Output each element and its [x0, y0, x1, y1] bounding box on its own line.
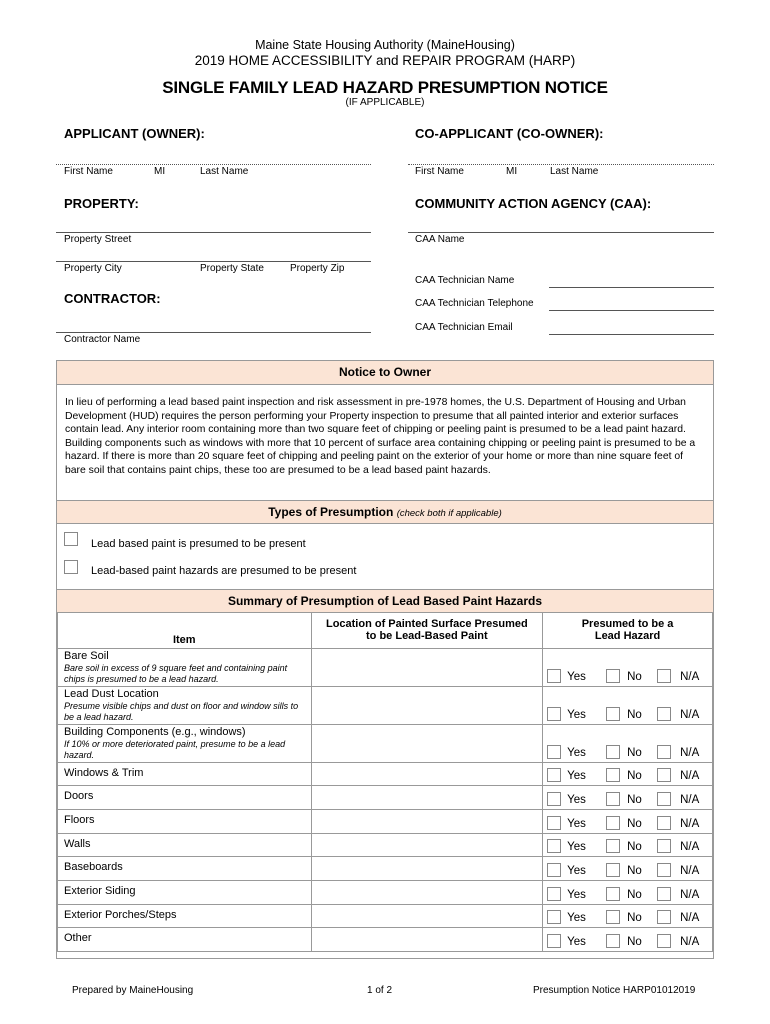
summary-item-title: Exterior Siding: [64, 885, 136, 897]
summary-header-row: [58, 613, 713, 649]
presume-paint-checkbox[interactable]: [64, 532, 78, 546]
summary-item-title: Windows & Trim: [64, 767, 144, 779]
coapplicant-mi-label: MI: [506, 166, 518, 177]
no-label: No: [627, 770, 642, 782]
yes-checkbox[interactable]: [547, 816, 561, 830]
yes-checkbox[interactable]: [547, 745, 561, 759]
applicant-mi-label: MI: [154, 166, 166, 177]
no-label: No: [627, 818, 642, 830]
summary-item-title: Lead Dust Location: [64, 688, 159, 700]
na-checkbox[interactable]: [657, 887, 671, 901]
presume-hazards-checkbox[interactable]: [64, 560, 78, 574]
summary-location-input[interactable]: [311, 649, 543, 687]
property-street-label: Property Street: [64, 234, 132, 245]
yes-label: Yes: [567, 747, 586, 759]
summary-item-cell: [58, 786, 312, 810]
summary-presumed-cell: [543, 928, 713, 952]
summary-item-cell: [58, 810, 312, 834]
no-checkbox[interactable]: [606, 669, 620, 683]
summary-presumed-cell: [543, 810, 713, 834]
yes-checkbox[interactable]: [547, 934, 561, 948]
applicant-name-line[interactable]: [56, 164, 371, 165]
no-checkbox[interactable]: [606, 768, 620, 782]
summary-location-input[interactable]: [311, 928, 543, 952]
summary-row: [58, 725, 713, 763]
summary-presumed-cell: [543, 857, 713, 881]
yes-checkbox[interactable]: [547, 707, 561, 721]
na-checkbox[interactable]: [657, 910, 671, 924]
summary-item-cell: [58, 725, 312, 763]
summary-presumed-cell: [543, 725, 713, 763]
no-checkbox[interactable]: [606, 745, 620, 759]
no-checkbox[interactable]: [606, 707, 620, 721]
na-label: N/A: [680, 747, 700, 759]
applicant-first-name-label: First Name: [64, 166, 113, 177]
summary-presumed-cell: [543, 687, 713, 725]
yes-label: Yes: [567, 936, 586, 948]
na-checkbox[interactable]: [657, 792, 671, 806]
na-checkbox[interactable]: [657, 816, 671, 830]
caa-name-line[interactable]: [408, 232, 714, 233]
no-label: No: [627, 865, 642, 877]
summary-item-description: If 10% or more deteriorated paint, presume to be a lead hazard.: [64, 739, 286, 760]
property-heading: PROPERTY:: [64, 196, 139, 211]
yes-label: Yes: [567, 671, 586, 683]
no-label: No: [627, 841, 642, 853]
summary-item-cell: [58, 905, 312, 928]
no-label: No: [627, 671, 642, 683]
summary-location-input[interactable]: [311, 810, 543, 834]
summary-location-input[interactable]: [311, 763, 543, 786]
yes-label: Yes: [567, 709, 586, 721]
summary-presumed-cell: [543, 905, 713, 928]
yes-label: Yes: [567, 889, 586, 901]
na-label: N/A: [680, 912, 700, 924]
caa-name-label: CAA Name: [415, 234, 465, 245]
caa-tech-name-line[interactable]: [549, 287, 714, 288]
na-label: N/A: [680, 794, 700, 806]
na-checkbox[interactable]: [657, 669, 671, 683]
summary-item-title: Building Components (e.g., windows): [64, 726, 246, 738]
no-checkbox[interactable]: [606, 934, 620, 948]
na-label: N/A: [680, 889, 700, 901]
caa-tech-phone-label: CAA Technician Telephone: [415, 298, 534, 309]
na-label: N/A: [680, 709, 700, 721]
yes-label: Yes: [567, 841, 586, 853]
no-label: No: [627, 709, 642, 721]
yes-label: Yes: [567, 912, 586, 924]
no-label: No: [627, 747, 642, 759]
yes-checkbox[interactable]: [547, 839, 561, 853]
yes-label: Yes: [567, 770, 586, 782]
summary-item-description: Presume visible chips and dust on floor and window sills to be a lead hazard.: [64, 701, 299, 722]
notice-text: In lieu of performing a lead based paint inspection and risk assessment in pre-1978 homes, the U.S. Department of Housing and Urban Development (HUD) requires the person performing your Property inspection to presume that all painted interior and exterior surfaces contain lead. Any interior room containing more than two square feet of chipping or peeling paint is presumed to be a lead paint hazard. Building components such as windows with more that 10 percent of surface area containing chipping or peeling paint is presumed to be a hazard. If there is more than 20 square feet of chipping and peeling paint on the exterior of your home or more than nine square feet of bare soil that contains paint chips, these too are presumed to be a lead based paint hazards.: [65, 397, 696, 476]
summary-item-title: Bare Soil: [64, 650, 109, 662]
program-name: 2019 HOME ACCESSIBILITY and REPAIR PROGRAM (HARP): [194, 53, 576, 68]
col-presumed-header: Presumed to be a Lead Hazard: [543, 613, 713, 649]
summary-row: [58, 649, 713, 687]
presume-hazards-label: Lead-based paint hazards are presumed to be present: [91, 565, 357, 577]
caa-tech-name-label: CAA Technician Name: [415, 275, 515, 286]
summary-table: [57, 612, 713, 952]
no-checkbox[interactable]: [606, 910, 620, 924]
na-label: N/A: [680, 770, 700, 782]
na-checkbox[interactable]: [657, 768, 671, 782]
summary-row: [58, 834, 713, 857]
no-checkbox[interactable]: [606, 792, 620, 806]
na-checkbox[interactable]: [657, 745, 671, 759]
no-label: No: [627, 912, 642, 924]
summary-item-title: Walls: [64, 838, 91, 850]
na-checkbox[interactable]: [657, 934, 671, 948]
yes-checkbox[interactable]: [547, 792, 561, 806]
applicant-heading: APPLICANT (OWNER):: [64, 126, 205, 141]
caa-tech-email-line[interactable]: [549, 334, 714, 335]
presume-paint-label: Lead based paint is presumed to be present: [91, 538, 306, 550]
footer-prepared-by: Prepared by MaineHousing: [72, 985, 194, 996]
summary-row: [58, 786, 713, 810]
summary-row: [58, 857, 713, 881]
no-label: No: [627, 889, 642, 901]
summary-item-title: Baseboards: [64, 861, 123, 873]
coapplicant-first-name-label: First Name: [415, 166, 464, 177]
applicant-last-name-label: Last Name: [200, 166, 249, 177]
summary-row: [58, 905, 713, 928]
yes-checkbox[interactable]: [547, 768, 561, 782]
summary-presumed-cell: [543, 649, 713, 687]
contractor-name-label: Contractor Name: [64, 334, 141, 345]
summary-location-input[interactable]: [311, 834, 543, 857]
summary-item-cell: [58, 834, 312, 857]
yes-checkbox[interactable]: [547, 910, 561, 924]
summary-location-input[interactable]: [311, 881, 543, 905]
summary-location-input[interactable]: [311, 687, 543, 725]
summary-location-input[interactable]: [311, 857, 543, 881]
no-checkbox[interactable]: [606, 839, 620, 853]
property-city-label: Property City: [64, 263, 122, 274]
summary-row: [58, 881, 713, 905]
yes-label: Yes: [567, 794, 586, 806]
summary-row: [58, 763, 713, 786]
types-heading: Types of Presumption: [268, 505, 394, 519]
property-state-label: Property State: [200, 263, 264, 274]
summary-location-input[interactable]: [311, 905, 543, 928]
summary-row: [58, 810, 713, 834]
no-label: No: [627, 936, 642, 948]
footer-page-number: 1 of 2: [367, 985, 393, 996]
summary-row: [58, 928, 713, 952]
caa-tech-phone-line[interactable]: [549, 310, 714, 311]
organization-name: Maine State Housing Authority (MaineHousing): [255, 38, 515, 52]
na-label: N/A: [680, 818, 700, 830]
summary-item-description: Bare soil in excess of 9 square feet and containing paint chips is presumed to be a lead hazard.: [64, 663, 288, 684]
summary-item-cell: [58, 928, 312, 952]
types-heading-band: [57, 500, 713, 524]
summary-item-title: Doors: [64, 790, 94, 802]
notice-form-box: [56, 360, 714, 959]
property-street-line[interactable]: [56, 232, 371, 233]
property-city-line[interactable]: [56, 261, 371, 262]
na-label: N/A: [680, 671, 700, 683]
summary-location-input[interactable]: [311, 725, 543, 763]
property-zip-label: Property Zip: [290, 263, 345, 274]
footer-form-id: Presumption Notice HARP01012019: [533, 985, 696, 996]
caa-heading: COMMUNITY ACTION AGENCY (CAA):: [415, 196, 652, 211]
summary-item-cell: [58, 649, 312, 687]
coapplicant-heading: CO-APPLICANT (CO-OWNER):: [415, 126, 604, 141]
no-label: No: [627, 794, 642, 806]
summary-row: [58, 687, 713, 725]
summary-item-cell: [58, 881, 312, 905]
na-checkbox[interactable]: [657, 839, 671, 853]
no-checkbox[interactable]: [606, 887, 620, 901]
na-label: N/A: [680, 936, 700, 948]
col-item-header: Item: [58, 613, 312, 649]
summary-item-title: Exterior Porches/Steps: [64, 909, 177, 921]
yes-label: Yes: [567, 865, 586, 877]
no-checkbox[interactable]: [606, 816, 620, 830]
summary-item-cell: [58, 687, 312, 725]
summary-presumed-cell: [543, 763, 713, 786]
document-title: SINGLE FAMILY LEAD HAZARD PRESUMPTION NOTICE: [162, 78, 608, 97]
summary-presumed-cell: [543, 881, 713, 905]
yes-checkbox[interactable]: [547, 669, 561, 683]
no-checkbox[interactable]: [606, 863, 620, 877]
na-checkbox[interactable]: [657, 707, 671, 721]
yes-checkbox[interactable]: [547, 863, 561, 877]
yes-label: Yes: [567, 818, 586, 830]
summary-location-input[interactable]: [311, 786, 543, 810]
document-subtitle: (IF APPLICABLE): [345, 97, 425, 108]
yes-checkbox[interactable]: [547, 887, 561, 901]
summary-presumed-cell: [543, 786, 713, 810]
summary-item-title: Floors: [64, 814, 95, 826]
na-label: N/A: [680, 841, 700, 853]
col-location-header: Location of Painted Surface Presumed to be Lead-Based Paint: [311, 613, 543, 649]
summary-item-title: Other: [64, 932, 92, 944]
summary-heading: Summary of Presumption of Lead Based Paint Hazards: [57, 589, 713, 613]
coapplicant-last-name-label: Last Name: [550, 166, 599, 177]
contractor-name-line[interactable]: [56, 332, 371, 333]
caa-tech-email-label: CAA Technician Email: [415, 322, 513, 333]
na-checkbox[interactable]: [657, 863, 671, 877]
summary-item-cell: [58, 857, 312, 881]
summary-item-cell: [58, 763, 312, 786]
coapplicant-name-line[interactable]: [408, 164, 714, 165]
summary-presumed-cell: [543, 834, 713, 857]
contractor-heading: CONTRACTOR:: [64, 291, 161, 306]
na-label: N/A: [680, 865, 700, 877]
types-note: (check both if applicable): [396, 508, 502, 519]
notice-heading: Notice to Owner: [57, 361, 713, 385]
